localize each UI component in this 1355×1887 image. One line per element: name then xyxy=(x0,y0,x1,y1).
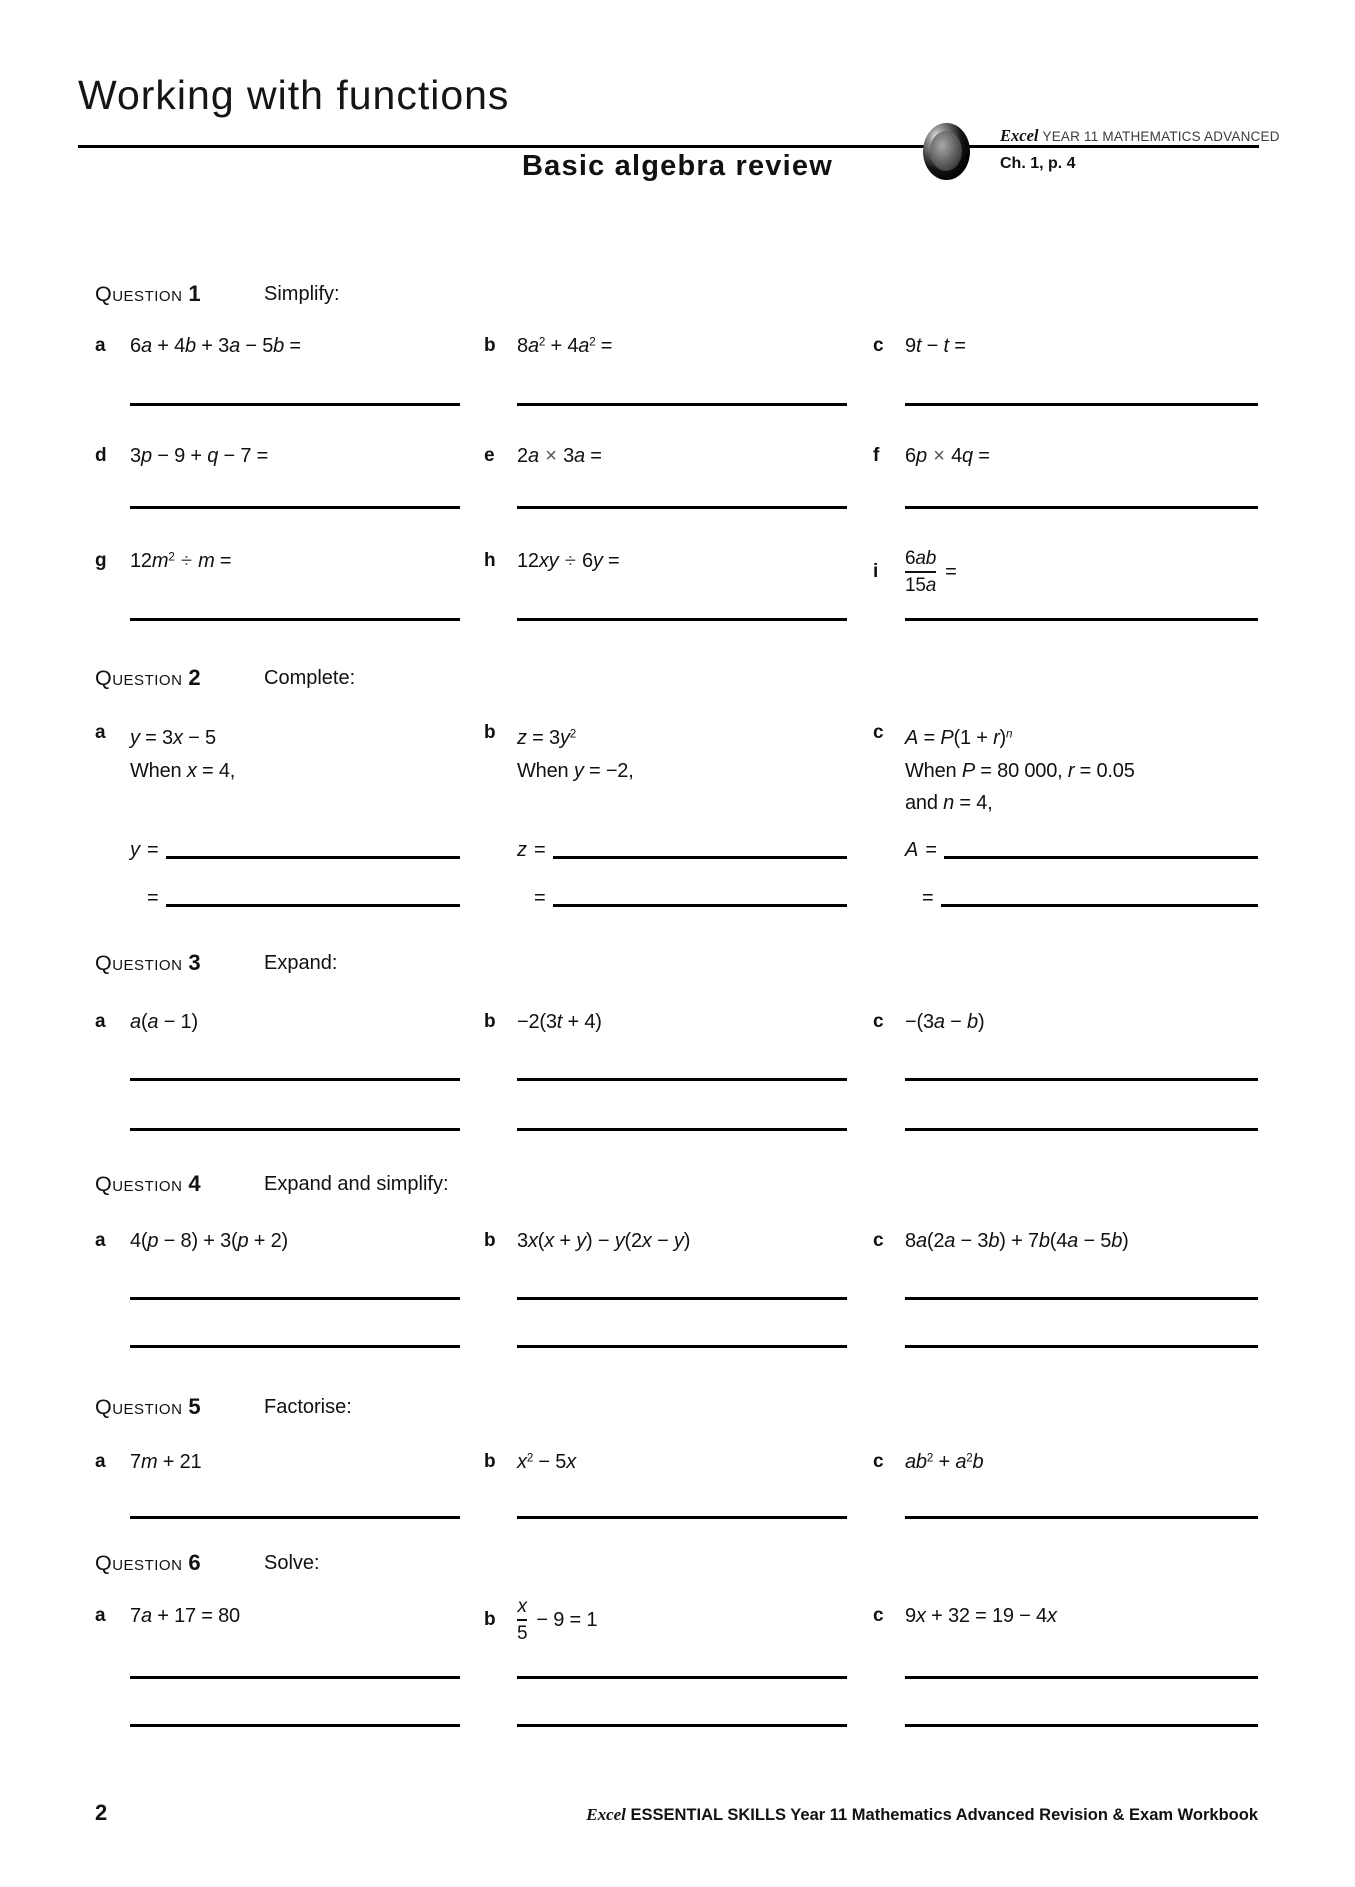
question-number: 5 xyxy=(188,1394,201,1419)
item-expression: 8a(2a − 3b) + 7b(4a − 5b) xyxy=(905,1230,1129,1252)
fraction-numerator: x xyxy=(517,1596,527,1617)
brand-line xyxy=(1000,126,1280,146)
question-word: Question xyxy=(95,1395,183,1419)
item-letter: b xyxy=(484,1230,496,1251)
item-letter: b xyxy=(484,335,496,356)
item-expression: 9x + 32 = 19 − 4x xyxy=(905,1605,1057,1627)
answer-line xyxy=(166,856,460,859)
chapter-reference: Ch. 1, p. 4 xyxy=(1000,155,1076,172)
equals-sign: = xyxy=(534,887,546,909)
question-word: Question xyxy=(95,951,183,975)
q2c-answer-row-1 xyxy=(905,838,1258,862)
item-expression: 12xy ÷ 6y = xyxy=(517,550,620,572)
answer-line xyxy=(517,1345,847,1348)
item-letter: h xyxy=(484,550,496,571)
answer-line xyxy=(905,1078,1258,1081)
answer-line xyxy=(941,904,1258,907)
fraction xyxy=(517,1595,527,1645)
q2a-answer-row-1 xyxy=(130,838,460,862)
answer-line xyxy=(130,1345,460,1348)
answer-line xyxy=(166,904,460,907)
item-letter: d xyxy=(95,445,107,466)
answer-line xyxy=(517,1078,847,1081)
answer-line xyxy=(517,1676,847,1679)
answer-line xyxy=(517,403,847,406)
item-letter: c xyxy=(873,722,884,743)
item-letter: c xyxy=(873,1230,884,1251)
question-word: Question xyxy=(95,1551,183,1575)
q2a-statement xyxy=(130,722,490,787)
given-condition: When y = −2, xyxy=(517,759,634,782)
brand-series: YEAR 11 MATHEMATICS ADVANCED xyxy=(1042,129,1280,144)
footer-text xyxy=(258,1805,1258,1825)
question-3-heading xyxy=(95,950,795,978)
item-expression: 7m + 21 xyxy=(130,1451,202,1473)
question-number: 1 xyxy=(188,281,201,306)
item-letter: b xyxy=(484,1011,496,1032)
question-number: 6 xyxy=(188,1550,201,1575)
fraction xyxy=(905,547,936,597)
given-condition: When x = 4, xyxy=(130,759,236,782)
question-instruction: Factorise: xyxy=(264,1396,352,1418)
answer-variable: A xyxy=(905,839,919,861)
section-heading: Basic algebra review xyxy=(522,150,833,182)
answer-line xyxy=(130,618,460,621)
exercise-item-q1i xyxy=(873,547,1273,597)
question-number: 2 xyxy=(188,665,201,690)
fraction-expression xyxy=(905,547,957,597)
exercise-item-q3c xyxy=(873,1011,1273,1034)
answer-line xyxy=(905,1516,1258,1519)
question-6-heading xyxy=(95,1550,795,1578)
exercise-item-q4b xyxy=(484,1230,854,1253)
answer-line xyxy=(553,904,847,907)
item-letter: b xyxy=(484,722,496,743)
given-equation: $z = 3y^2$ xyxy=(517,727,576,749)
item-expression: 6a + 4b + 3a − 5b = xyxy=(130,335,301,357)
question-number: 3 xyxy=(188,950,201,975)
exercise-item-q1h xyxy=(484,550,854,573)
item-expression: 7a + 17 = 80 xyxy=(130,1605,240,1627)
question-instruction: Solve: xyxy=(264,1552,320,1574)
item-letter: i xyxy=(873,561,879,582)
question-2-heading xyxy=(95,665,795,693)
answer-line xyxy=(130,1078,460,1081)
q2c-answer-row-2 xyxy=(905,886,1258,910)
question-5-heading xyxy=(95,1394,795,1422)
exercise-item-q6a xyxy=(95,1605,467,1628)
question-word: Question xyxy=(95,666,183,690)
exercise-item-q4c xyxy=(873,1230,1273,1253)
item-expression: −2(3t + 4) xyxy=(517,1011,602,1033)
exercise-item-q3b xyxy=(484,1011,854,1034)
item-expression: 2a × 3a = xyxy=(517,445,602,467)
footer-series-text: ESSENTIAL SKILLS Year 11 Mathematics Advanced Revision & Exam Workbook xyxy=(625,1806,1258,1824)
answer-line xyxy=(905,618,1258,621)
given-equation: y = 3x − 5 xyxy=(130,727,216,749)
equals-sign: = xyxy=(925,839,938,861)
answer-line xyxy=(517,506,847,509)
exercise-item-q5b xyxy=(484,1451,854,1474)
question-word: Question xyxy=(95,282,183,306)
item-letter: c xyxy=(873,335,884,356)
answer-line xyxy=(905,1345,1258,1348)
answer-line xyxy=(130,1724,460,1727)
question-1-heading xyxy=(95,281,795,309)
given-condition-2: and n = 4, xyxy=(905,792,993,814)
question-instruction: Complete: xyxy=(264,667,356,689)
item-expression-after: = xyxy=(945,560,957,583)
answer-line xyxy=(130,506,460,509)
q2b-statement xyxy=(517,722,877,787)
item-expression: 3p − 9 + q − 7 = xyxy=(130,445,269,467)
question-instruction: Simplify: xyxy=(264,283,340,305)
answer-line xyxy=(517,1724,847,1727)
fraction-bar xyxy=(905,571,936,573)
item-expression: 9t − t = xyxy=(905,335,966,357)
item-expression: 6p × 4q = xyxy=(905,445,990,467)
exercise-item-q5a xyxy=(95,1451,467,1474)
equals-sign: = xyxy=(534,839,546,861)
item-letter: b xyxy=(484,1609,496,1630)
answer-line xyxy=(553,856,847,859)
item-letter: b xyxy=(484,1451,496,1472)
exercise-item-q1a xyxy=(95,335,467,358)
answer-line xyxy=(130,1676,460,1679)
answer-line xyxy=(905,1724,1258,1727)
answer-line xyxy=(905,506,1258,509)
item-letter: a xyxy=(95,1011,106,1032)
exercise-item-q1f xyxy=(873,445,1273,468)
item-letter: a xyxy=(95,335,106,356)
item-letter: e xyxy=(484,445,495,466)
item-letter: a xyxy=(95,1605,106,1626)
brand-name: Excel xyxy=(1000,126,1039,145)
item-expression: a(a − 1) xyxy=(130,1011,198,1033)
equals-sign: = xyxy=(147,839,159,861)
answer-line xyxy=(517,618,847,621)
answer-line xyxy=(905,1676,1258,1679)
footer-brand-name: Excel xyxy=(586,1805,626,1824)
item-expression: 3x(x + y) − y(2x − y) xyxy=(517,1230,691,1252)
fraction-bar xyxy=(517,1619,527,1621)
answer-line xyxy=(130,1516,460,1519)
exercise-item-q1b xyxy=(484,335,854,358)
item-expression: $ab^2 + a^2b$ xyxy=(905,1451,984,1473)
item-expression: $8a^2 + 4a^2$ = xyxy=(517,335,613,357)
item-letter: a xyxy=(95,1230,106,1251)
exercise-item-q6b xyxy=(484,1595,854,1645)
q2c-statement xyxy=(905,722,1285,820)
q2a-answer-row-2 xyxy=(130,886,460,910)
exercise-item-q6c xyxy=(873,1605,1273,1628)
question-word: Question xyxy=(95,1172,183,1196)
question-4-heading xyxy=(95,1171,795,1199)
answer-line xyxy=(517,1516,847,1519)
question-instruction: Expand: xyxy=(264,952,338,974)
item-expression: $12m^2 \div m$ = xyxy=(130,550,232,572)
item-expression: $x^2 - 5x$ xyxy=(517,1451,576,1473)
item-letter: f xyxy=(873,445,880,466)
exercise-item-q1e xyxy=(484,445,854,468)
item-letter: a xyxy=(95,722,106,743)
answer-variable: y xyxy=(130,839,140,861)
exercise-item-q1c xyxy=(873,335,1273,358)
equals-sign: = xyxy=(922,887,934,909)
page-number: 2 xyxy=(95,1800,108,1825)
q2b-answer-row-2 xyxy=(517,886,847,910)
answer-line xyxy=(944,856,1258,859)
q2b-answer-row-1 xyxy=(517,838,847,862)
answer-line xyxy=(905,1297,1258,1300)
answer-line xyxy=(130,1297,460,1300)
exercise-item-q4a xyxy=(95,1230,467,1253)
answer-variable: z xyxy=(517,839,527,861)
item-expression: −(3a − b) xyxy=(905,1011,985,1033)
fraction-denominator: 5 xyxy=(517,1623,528,1644)
exercise-item-q5c xyxy=(873,1451,1273,1474)
item-letter: a xyxy=(95,1451,106,1472)
question-number: 4 xyxy=(188,1171,201,1196)
equals-sign: = xyxy=(147,887,159,909)
fraction-denominator: 15a xyxy=(905,575,937,596)
fraction-expression xyxy=(517,1595,597,1645)
fraction-numerator: 6ab xyxy=(905,548,937,569)
answer-line xyxy=(905,1128,1258,1131)
exercise-item-q1g xyxy=(95,550,467,573)
given-equation: $A = P(1 + r)^n$ xyxy=(905,727,1013,749)
exercise-item-q1d xyxy=(95,445,467,468)
answer-line xyxy=(130,1128,460,1131)
item-letter: c xyxy=(873,1011,884,1032)
answer-line xyxy=(517,1128,847,1131)
answer-line xyxy=(905,403,1258,406)
exercise-item-q3a xyxy=(95,1011,467,1034)
item-expression: 4(p − 8) + 3(p + 2) xyxy=(130,1230,288,1252)
page-title: Working with functions xyxy=(78,72,510,118)
item-letter: c xyxy=(873,1451,884,1472)
item-letter: g xyxy=(95,550,107,571)
answer-line xyxy=(130,403,460,406)
given-condition: When P = 80 000, r = 0.05 xyxy=(905,759,1135,782)
answer-line xyxy=(517,1297,847,1300)
item-expression-after: − 9 = 1 xyxy=(536,1608,598,1631)
item-letter: c xyxy=(873,1605,884,1626)
question-instruction: Expand and simplify: xyxy=(264,1173,449,1195)
